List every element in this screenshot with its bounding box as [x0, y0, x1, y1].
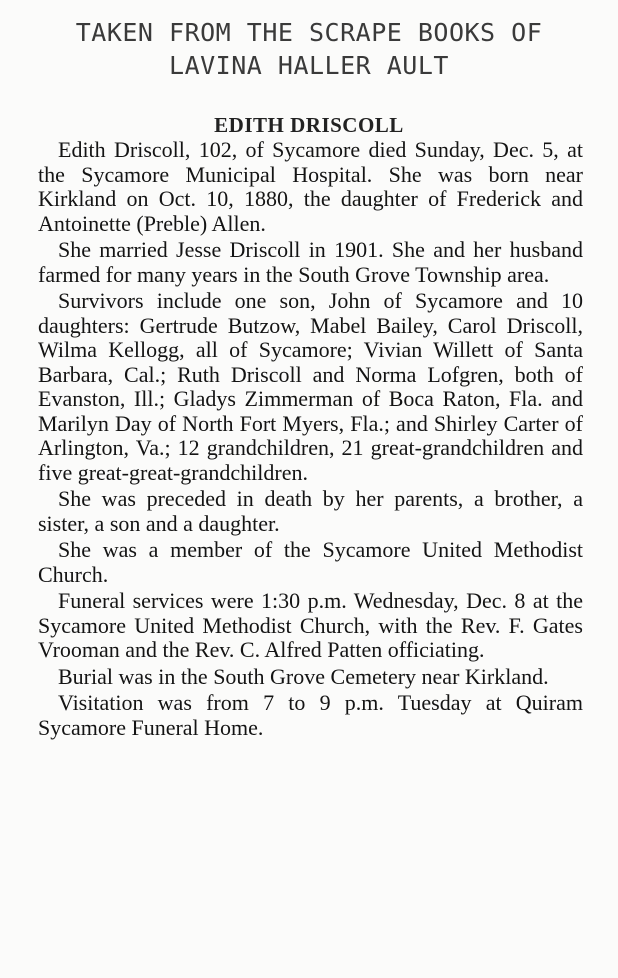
- paragraph-church-membership: She was a member of the Sycamore United Methodist Church.: [38, 537, 583, 587]
- paragraph-visitation: Visitation was from 7 to 9 p.m. Tuesday at Quiram Sycamore Funeral Home.: [38, 690, 583, 740]
- paragraph-funeral-services: Funeral services were 1:30 p.m. Wednesday, Dec. 8 at the Sycamore United Methodist Church, with the Rev. F. Gates Vrooman and the Rev. C. Alfred Patten officiating.: [38, 588, 583, 662]
- header-line-1: TAKEN FROM THE SCRAPE BOOKS OF: [75, 18, 543, 47]
- paragraph-survivors: Survivors include one son, John of Sycamore and 10 daughters: Gertrude Butzow, Mabel Bailey, Carol Driscoll, Wilma Kellogg, all of Sycamore; Vivian Willett of Santa Barbara, Cal.; Ruth Driscoll and Norma Lofgren, both of Evanston, Ill.; Gladys Zimmerman of Boca Raton, Fla. and Marilyn Day of North Fort Myers, Fla.; and Shirley Carter of Arlington, Va.; 12 grandchildren, 21 great-grandchildren and five great-great-grandchildren.: [38, 288, 583, 485]
- paragraph-death-notice: Edith Driscoll, 102, of Sycamore died Sunday, Dec. 5, at the Sycamore Municipal Hospital. She was born near Kirkland on Oct. 10, 1880, the daughter of Frederick and Antoinette (Preble) Allen.: [38, 137, 583, 236]
- obituary-article: [38, 138, 583, 742]
- scrapbook-header: [0, 16, 618, 82]
- paragraph-preceded-in-death: She was preceded in death by her parents, a brother, a sister, a son and a daughter.: [38, 486, 583, 536]
- paragraph-burial: Burial was in the South Grove Cemetery near Kirkland.: [58, 663, 549, 689]
- obituary-title: EDITH DRISCOLL: [214, 113, 404, 137]
- paragraph-marriage: She married Jesse Driscoll in 1901. She and her husband farmed for many years in the South Grove Township area.: [38, 237, 583, 287]
- header-line-2: LAVINA HALLER AULT: [169, 51, 449, 80]
